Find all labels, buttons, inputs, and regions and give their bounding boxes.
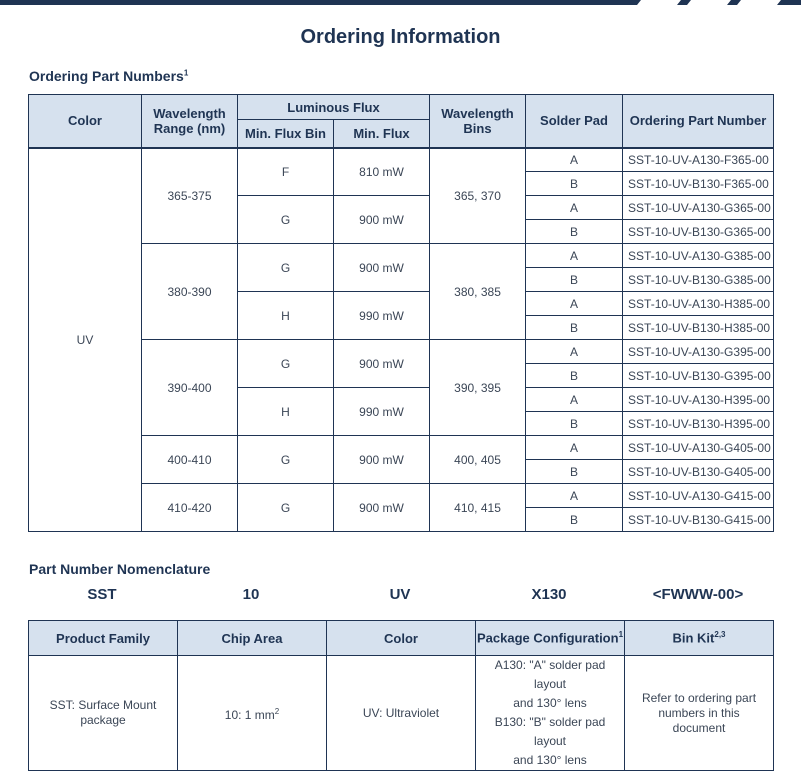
solder-pad-cell: A [526, 388, 623, 412]
min-flux-bin-cell: G [238, 340, 334, 388]
nomenclature-codes [28, 586, 773, 606]
code-product-family: SST [87, 586, 117, 603]
min-flux-cell: 810 mW [334, 148, 430, 196]
solder-pad-cell: B [526, 364, 623, 388]
solder-pad-cell: A [526, 484, 623, 508]
solder-pad-cell: B [526, 508, 623, 532]
wavelength-range-cell: 380-390 [142, 244, 238, 340]
header-wavelength-bins: Wavelength Bins [430, 95, 526, 148]
header-nom-color: Color [327, 621, 476, 656]
part-number-cell: SST-10-UV-A130-H385-00 [623, 292, 774, 316]
ordering-table [28, 94, 774, 532]
solder-pad-cell: A [526, 196, 623, 220]
nomenclature-heading: Part Number Nomenclature [29, 561, 211, 577]
code-chip-area: 10 [242, 586, 260, 603]
value-package-config: A130: "A" solder pad layout and 130° lens B130: "B" solder pad layout and 130° lens [476, 656, 625, 771]
code-color: UV [389, 586, 411, 603]
wavelength-bins-cell: 400, 405 [430, 436, 526, 484]
header-product-family: Product Family [29, 621, 178, 656]
min-flux-bin-cell: G [238, 484, 334, 532]
code-bin-kit: <FWWW-00> [652, 586, 744, 603]
min-flux-cell: 990 mW [334, 388, 430, 436]
min-flux-bin-cell: H [238, 388, 334, 436]
solder-pad-cell: B [526, 412, 623, 436]
wavelength-range-cell: 390-400 [142, 340, 238, 436]
solder-pad-cell: B [526, 268, 623, 292]
min-flux-cell: 900 mW [334, 436, 430, 484]
part-number-cell: SST-10-UV-B130-G365-00 [623, 220, 774, 244]
value-chip-area: 10: 1 $mm^2$ [178, 656, 327, 771]
solder-pad-cell: A [526, 148, 623, 172]
solder-pad-cell: B [526, 460, 623, 484]
solder-pad-cell: A [526, 436, 623, 460]
part-number-cell: SST-10-UV-B130-G405-00 [623, 460, 774, 484]
wavelength-bins-cell: 410, 415 [430, 484, 526, 532]
header-package-config: Package Configuration$^1$ [476, 621, 625, 656]
wavelength-bins-cell: 365, 370 [430, 148, 526, 244]
part-number-cell: SST-10-UV-B130-G385-00 [623, 268, 774, 292]
value-color: UV: Ultraviolet [327, 656, 476, 771]
wavelength-range-cell: 365-375 [142, 148, 238, 244]
part-number-cell: SST-10-UV-B130-G395-00 [623, 364, 774, 388]
table-row [29, 148, 774, 172]
part-number-cell: SST-10-UV-B130-F365-00 [623, 172, 774, 196]
header-min-flux-bin: Min. Flux Bin [238, 120, 334, 148]
part-number-cell: SST-10-UV-B130-G415-00 [623, 508, 774, 532]
min-flux-cell: 900 mW [334, 484, 430, 532]
min-flux-bin-cell: G [238, 244, 334, 292]
part-number-cell: SST-10-UV-A130-G365-00 [623, 196, 774, 220]
part-number-cell: SST-10-UV-A130-G415-00 [623, 484, 774, 508]
part-number-cell: SST-10-UV-B130-H395-00 [623, 412, 774, 436]
wavelength-range-cell: 410-420 [142, 484, 238, 532]
part-number-cell: SST-10-UV-B130-H385-00 [623, 316, 774, 340]
solder-pad-cell: B [526, 172, 623, 196]
solder-pad-cell: A [526, 292, 623, 316]
solder-pad-cell: B [526, 220, 623, 244]
min-flux-bin-cell: G [238, 196, 334, 244]
color-cell: UV [29, 148, 142, 532]
header-color: Color [29, 95, 142, 148]
header-solder-pad: Solder Pad [526, 95, 623, 148]
min-flux-bin-cell: H [238, 292, 334, 340]
ordering-heading: Ordering Part Numbers$^1$ [29, 68, 189, 84]
min-flux-cell: 900 mW [334, 340, 430, 388]
part-number-cell: SST-10-UV-A130-H395-00 [623, 388, 774, 412]
header-chip-area: Chip Area [178, 621, 327, 656]
min-flux-cell: 900 mW [334, 196, 430, 244]
part-number-cell: SST-10-UV-A130-G385-00 [623, 244, 774, 268]
page-title: Ordering Information [300, 26, 501, 48]
code-package: X130 [531, 586, 567, 603]
min-flux-cell: 990 mW [334, 292, 430, 340]
part-number-cell: SST-10-UV-A130-G395-00 [623, 340, 774, 364]
header-part-number: Ordering Part Number [623, 95, 774, 148]
wavelength-bins-cell: 380, 385 [430, 244, 526, 340]
header-wavelength-range: Wavelength Range (nm) [142, 95, 238, 148]
banner-chevrons [601, 0, 801, 5]
solder-pad-cell: A [526, 340, 623, 364]
wavelength-bins-cell: 390, 395 [430, 340, 526, 436]
nomenclature-table [28, 620, 774, 771]
min-flux-bin-cell: G [238, 436, 334, 484]
header-min-flux: Min. Flux [334, 120, 430, 148]
min-flux-cell: 900 mW [334, 244, 430, 292]
value-bin-kit: Refer to ordering part numbers in this document [625, 656, 774, 771]
solder-pad-cell: B [526, 316, 623, 340]
solder-pad-cell: A [526, 244, 623, 268]
part-number-cell: SST-10-UV-A130-G405-00 [623, 436, 774, 460]
min-flux-bin-cell: F [238, 148, 334, 196]
value-product-family: SST: Surface Mount package [29, 656, 178, 771]
wavelength-range-cell: 400-410 [142, 436, 238, 484]
part-number-cell: SST-10-UV-A130-F365-00 [623, 148, 774, 172]
header-luminous-flux: Luminous Flux [238, 95, 430, 120]
header-bin-kit: Bin Kit$^{2,3}$ [625, 621, 774, 656]
